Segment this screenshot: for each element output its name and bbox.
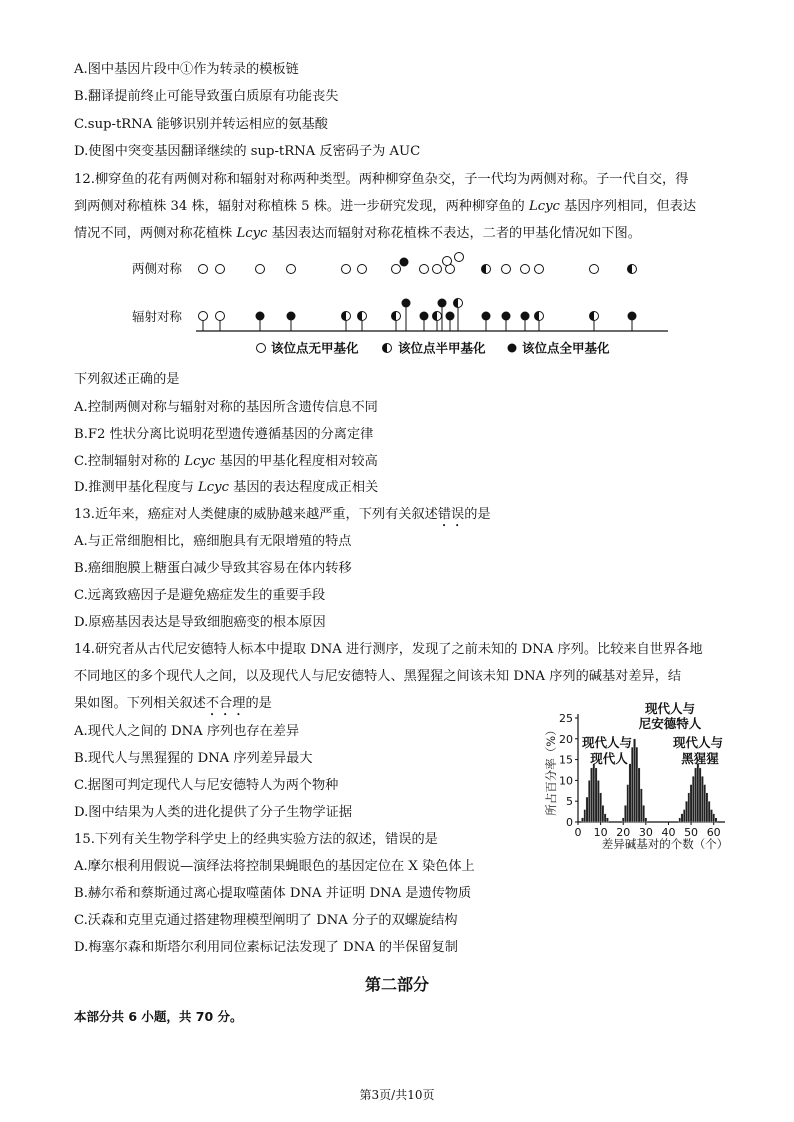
x-tick-label: 50	[684, 826, 699, 839]
methylation-site-full	[446, 312, 455, 321]
methylation-site-none	[342, 265, 351, 274]
chart-bar	[685, 801, 687, 822]
methylation-site-half	[342, 312, 351, 321]
series-label: 尼安德特人	[638, 716, 702, 731]
methylation-site-full	[502, 312, 511, 321]
q15-option-d: D.梅塞尔森和斯塔尔利用同位素标记法发现了 DNA 的半保留复制	[74, 940, 458, 955]
chart-bar	[599, 793, 601, 822]
q11-option-d: D.使图中突变基因翻译继续的 sup-tRNA 反密码子为 AUC	[74, 144, 421, 159]
chart-bar	[638, 768, 640, 822]
chart-bar	[636, 747, 638, 822]
y-tick-label: 5	[566, 795, 573, 809]
chart-bar	[593, 764, 595, 822]
chart-bar	[713, 814, 715, 822]
chart-bar	[602, 805, 604, 822]
chart-bar	[595, 768, 597, 822]
chart-bar	[627, 785, 629, 822]
chart-bar	[690, 785, 692, 822]
q12-option-a: A.控制两侧对称与辐射对称的基因所含遗传信息不同	[74, 400, 378, 415]
methylation-site-none	[420, 265, 429, 274]
q12-stem-line3: 情况不同，两侧对称花植株 Lcyc 基因表达而辐射对称花植株不表达，二者的甲基化情况如下图。	[74, 226, 641, 241]
chart-bar	[715, 818, 717, 822]
methylation-site-half	[628, 265, 637, 274]
section-note: 本部分共 6 小题，共 70 分。	[74, 1009, 243, 1024]
chart-bar	[631, 747, 633, 822]
chart-bar	[701, 776, 703, 822]
methylation-site-none	[443, 257, 452, 266]
methylation-site-half	[433, 312, 442, 321]
q15-option-b: B.赫尔希和蔡斯通过离心提取噬菌体 DNA 并证明 DNA 是遗传物质	[74, 886, 472, 901]
chart-bar	[597, 780, 599, 822]
y-tick-label: 25	[559, 712, 573, 725]
legend-full-icon	[508, 344, 517, 353]
chart-bar	[622, 818, 624, 822]
chart-bar	[624, 805, 626, 822]
section-title: 第二部分	[364, 975, 429, 994]
chart-bar	[581, 818, 583, 822]
chart-bar	[699, 768, 701, 822]
methylation-site-full	[628, 312, 637, 321]
q13-option-a: A.与正常细胞相比，癌细胞具有无限增殖的特点	[74, 534, 352, 549]
legend	[257, 341, 611, 356]
chart-bar	[708, 801, 710, 822]
q12-prompt: 下列叙述正确的是	[74, 372, 180, 387]
methylation-site-none	[216, 312, 225, 321]
methylation-site-none	[590, 265, 599, 274]
methylation-site-none	[392, 265, 401, 274]
q11-option-c: C.sup-tRNA 能够识别并转运相应的氨基酸	[74, 117, 328, 132]
methylation-site-half	[535, 312, 544, 321]
q14-stem-line1: 14.研究者从古代尼安德特人标本中提取 DNA 进行测序，发现了之前未知的 DNA 序列。比较来自世界各地	[74, 642, 703, 657]
q12-stem-line1: 12.柳穿鱼的花有两侧对称和辐射对称两种类型。两种柳穿鱼杂交，子一代均为两侧对称。子一代自交，得	[74, 172, 689, 187]
methylation-site-none	[502, 265, 511, 274]
methylation-site-none	[455, 253, 464, 262]
x-tick-label: 0	[574, 826, 582, 839]
methylation-site-full	[287, 312, 296, 321]
q13-option-c: C.远离致癌因子是避免癌症发生的重要手段	[74, 588, 326, 603]
chart-xlabel: 差异碱基对的个数（个）	[601, 837, 729, 851]
chart-bar	[692, 776, 694, 822]
chart-bar	[645, 818, 647, 822]
chart-bar	[679, 818, 681, 822]
chart-bar	[710, 810, 712, 822]
series-label: 黑猩猩	[681, 751, 719, 766]
q13-option-d: D.原癌基因表达是导致细胞癌变的根本原因	[74, 615, 326, 630]
chart-bar	[697, 764, 699, 822]
page-footer: 第3页/共10页	[359, 1088, 435, 1102]
methylation-site-none	[358, 265, 367, 274]
chart-bar	[584, 810, 586, 822]
q15-option-a: A.摩尔根利用假说—演绎法将控制果蝇眼色的基因定位在 X 染色体上	[74, 859, 475, 874]
methylation-site-none	[199, 265, 208, 274]
methylation-site-half	[482, 265, 491, 274]
methylation-site-none	[433, 265, 442, 274]
methylation-site-full	[402, 299, 411, 308]
y-tick-label: 10	[559, 774, 573, 788]
methylation-site-half	[358, 312, 367, 321]
chart-bar	[629, 764, 631, 822]
x-tick-label: 30	[638, 826, 653, 839]
x-tick-label: 20	[616, 826, 631, 839]
series-label: 现代人与	[581, 735, 633, 750]
methylation-site-full	[420, 312, 429, 321]
row2-sites	[199, 299, 637, 332]
q15-option-c: C.沃森和克里克通过搭建物理模型阐明了 DNA 分子的双螺旋结构	[74, 913, 458, 928]
q14-option-d: D.图中结果为人类的进化提供了分子生物学证据	[74, 805, 353, 820]
chart-bar	[694, 768, 696, 822]
y-tick-label: 0	[566, 816, 573, 829]
x-tick-label: 40	[661, 826, 676, 839]
methylation-site-none	[216, 265, 225, 274]
chart-bar	[604, 814, 606, 822]
q12-option-c: C.控制辐射对称的 Lcyc 基因的甲基化程度相对较高	[74, 454, 378, 469]
q12-option-d: D.推测甲基化程度与 Lcyc 基因的表达程度成正相关	[74, 480, 379, 495]
q11-option-a: A.图中基因片段中①作为转录的模板链	[74, 62, 299, 77]
x-tick-label: 10	[593, 826, 608, 839]
methylation-site-none	[535, 265, 544, 274]
methylation-site-half	[590, 312, 599, 321]
series-label: 现代人与	[644, 701, 696, 716]
chart-series-labels	[581, 701, 723, 766]
y-tick-label: 15	[559, 753, 573, 767]
chart-bar	[606, 818, 608, 822]
methylation-site-half	[392, 312, 401, 321]
methylation-site-half	[454, 299, 463, 308]
q14-option-a: A.现代人之间的 DNA 序列也存在差异	[74, 724, 300, 739]
q13-option-b: B.癌细胞膜上糖蛋白减少导致其容易在体内转移	[74, 561, 352, 576]
methylation-figure	[120, 250, 680, 365]
chart-bar	[688, 793, 690, 822]
chart-bar	[640, 789, 642, 822]
q15-stem: 15.下列有关生物学科学史上的经典实验方法的叙述，错误的是	[74, 832, 438, 847]
q12-option-b: B.F2 性状分离比说明花型遗传遵循基因的分离定律	[74, 427, 374, 442]
chart-bar	[642, 805, 644, 822]
methylation-site-full	[438, 299, 447, 308]
q14-option-b: B.现代人与黑猩猩的 DNA 序列差异最大	[74, 751, 313, 766]
q14-stem-line2: 不同地区的多个现代人之间，以及现代人与尼安德特人、黑猩猩之间该未知 DNA 序列的碱基对差异，结	[74, 669, 682, 684]
legend-none-label: 该位点无甲基化	[271, 340, 359, 356]
legend-half-label: 该位点半甲基化	[398, 340, 486, 356]
methylation-site-full	[482, 312, 491, 321]
chart-bar	[681, 814, 683, 822]
methylation-site-none	[521, 265, 530, 274]
methylation-site-full	[400, 258, 409, 267]
legend-half-icon	[383, 344, 392, 353]
chart-bar	[704, 785, 706, 822]
chart-ylabel: 所占百分率（%）	[544, 724, 558, 816]
chart-bar	[683, 810, 685, 822]
row1-label: 两侧对称	[132, 261, 183, 276]
q11-option-b: B.翻译提前终止可能导致蛋白质原有功能丧失	[74, 89, 339, 104]
q13-stem: 13.近年来，癌症对人类健康的威胁越来越严重，下列有关叙述错误的是	[74, 507, 491, 522]
y-tick-label: 20	[559, 732, 573, 746]
chart-bar	[706, 793, 708, 822]
methylation-site-none	[287, 265, 296, 274]
legend-none-icon	[257, 344, 266, 353]
series-label: 现代人与	[672, 735, 724, 750]
q14-stem-line3: 果如图。下列相关叙述不合理的是	[74, 696, 272, 711]
chart-bar	[633, 739, 635, 822]
methylation-site-full	[521, 312, 530, 321]
chart-bar	[586, 797, 588, 822]
q12-stem-line2: 到两侧对称植株 34 株，辐射对称植株 5 株。进一步研究发现，两种柳穿鱼的 Lcyc 基因序列相同，但表达	[74, 199, 697, 214]
row1-sites	[199, 253, 637, 274]
series-label: 现代人	[590, 751, 628, 766]
chart-bar	[588, 780, 590, 822]
methylation-site-none	[199, 312, 208, 321]
x-tick-label: 60	[706, 826, 721, 839]
q14-option-c: C.据图可判定现代人与尼安德特人为两个物种	[74, 778, 339, 793]
chart-bar	[590, 768, 592, 822]
legend-full-label: 该位点全甲基化	[522, 340, 610, 356]
methylation-site-none	[256, 265, 265, 274]
methylation-site-full	[256, 312, 265, 321]
row2-label: 辐射对称	[132, 309, 183, 324]
dna-difference-chart	[540, 700, 740, 855]
